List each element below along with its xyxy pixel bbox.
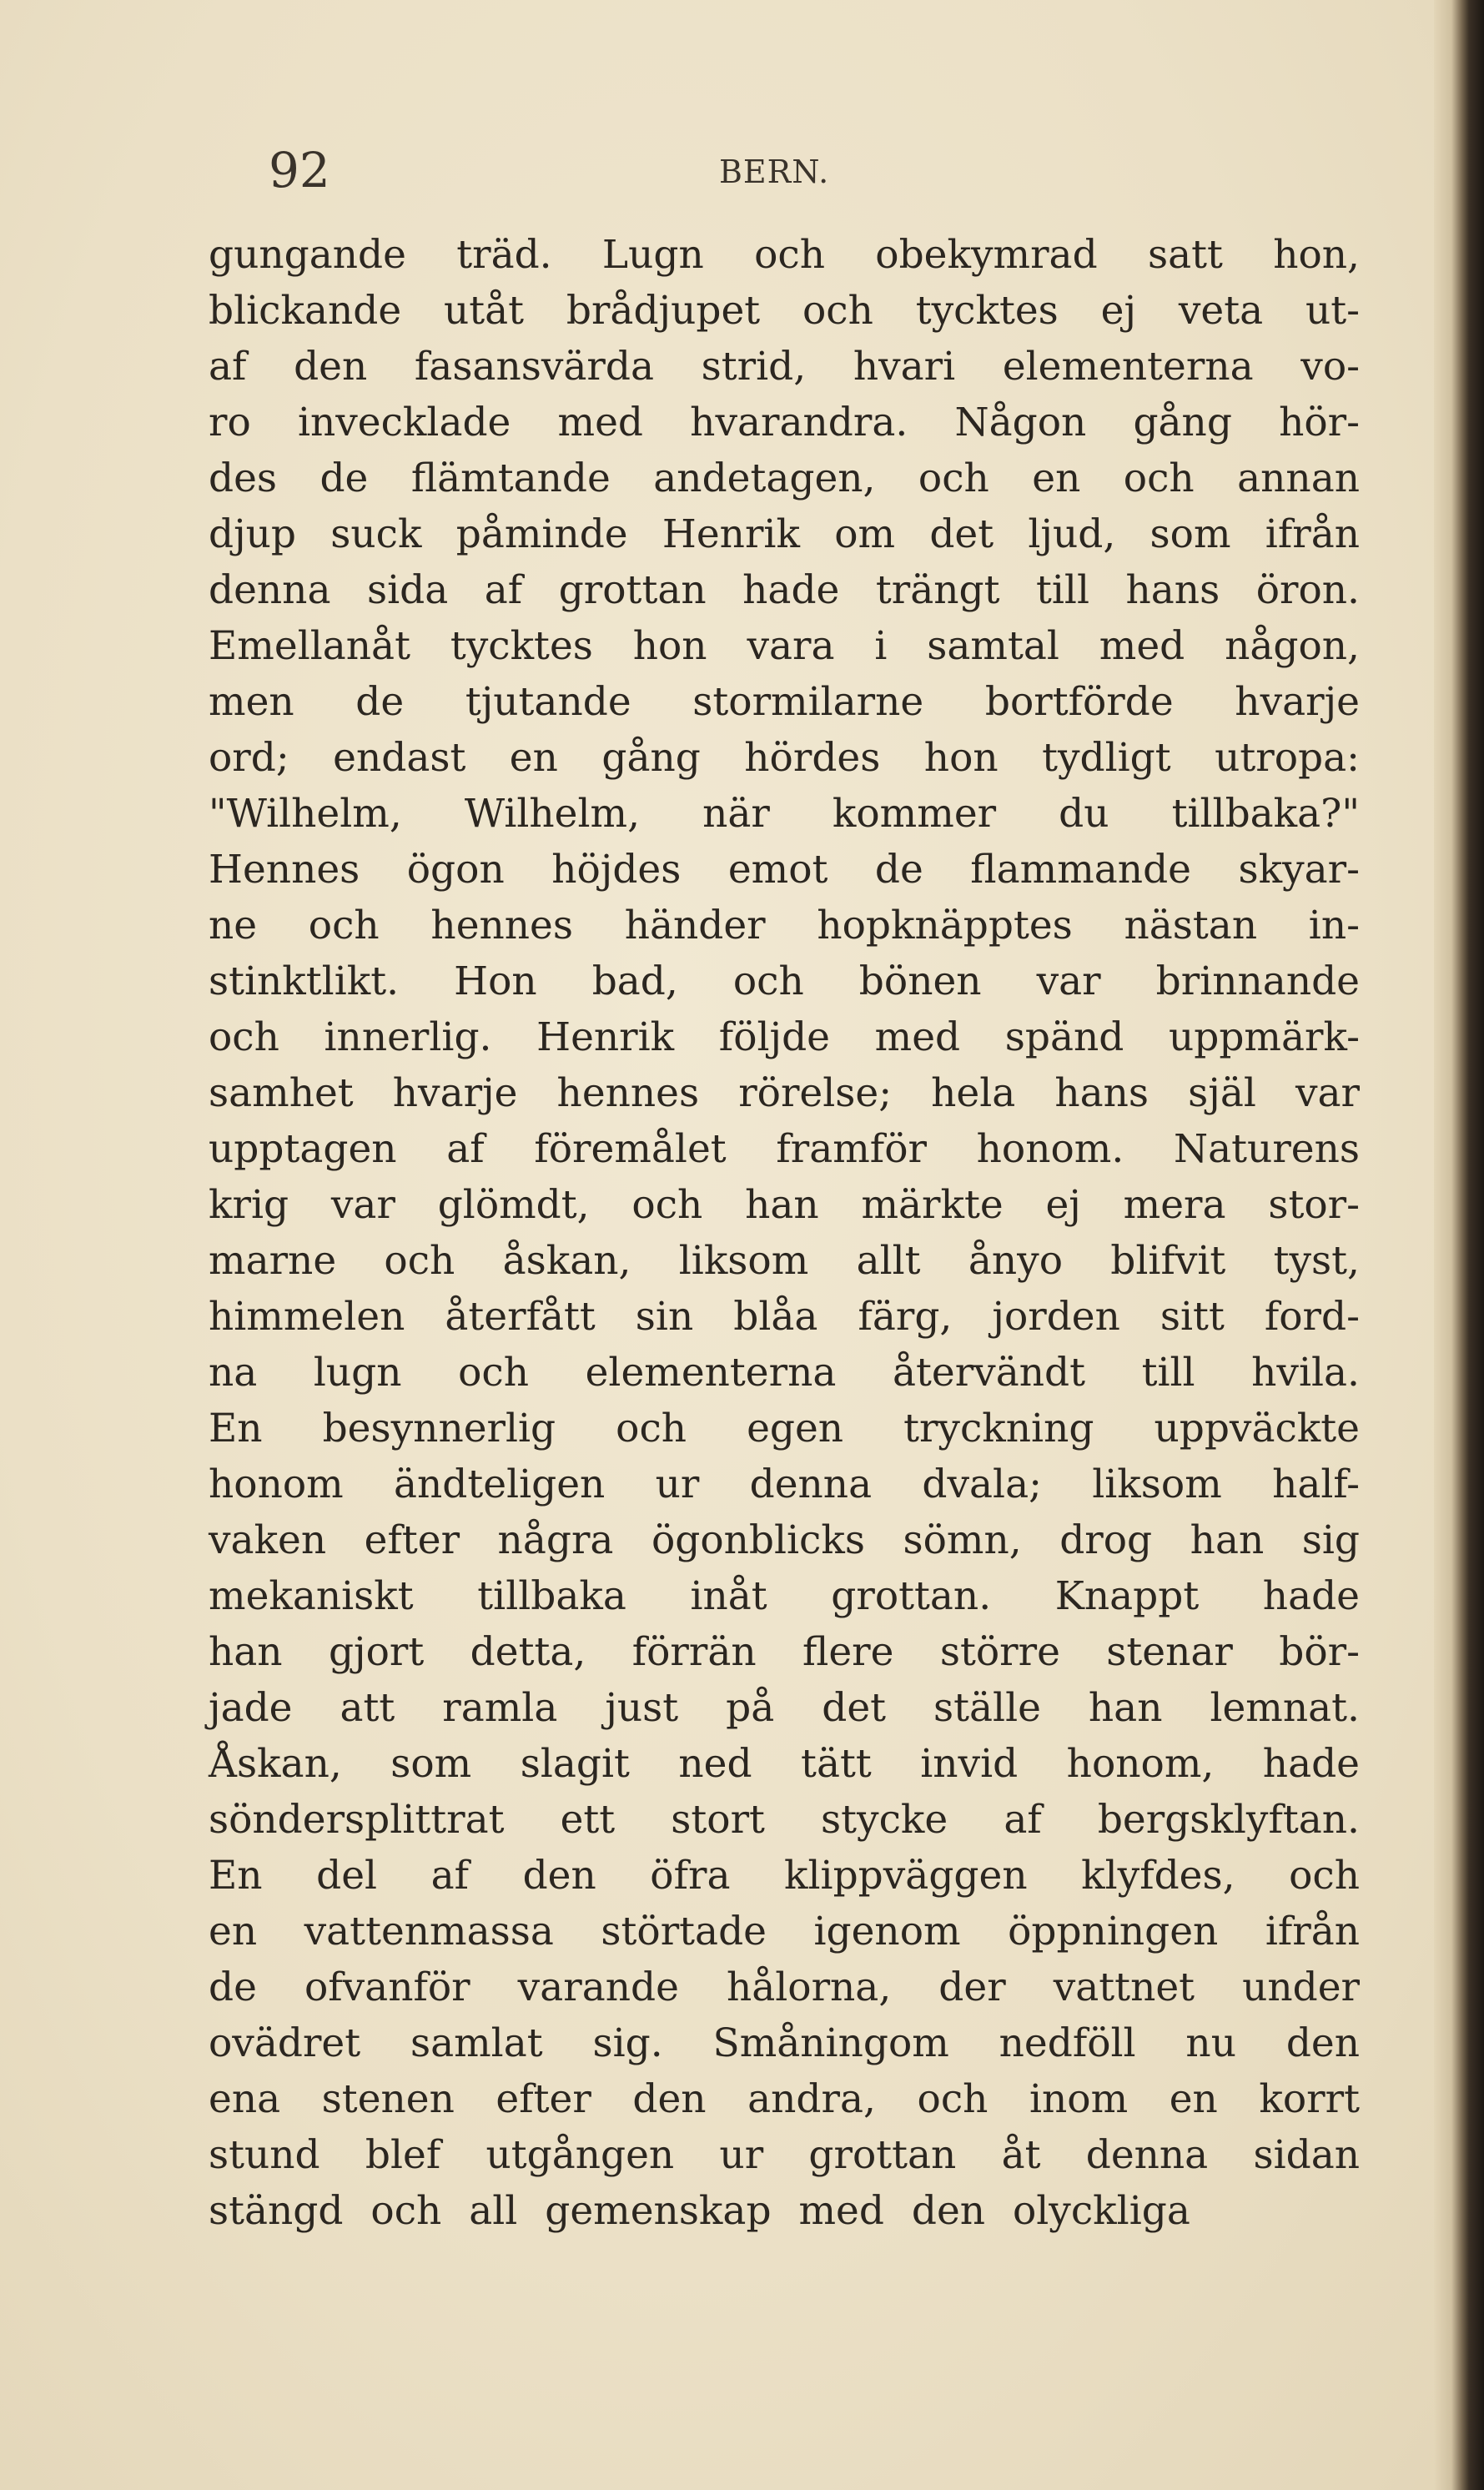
text-line: honom ändteligen ur denna dvala; liksom half- <box>209 1461 1360 1507</box>
text-line: ro invecklade med hvarandra. Någon gång hör- <box>209 400 1360 445</box>
text-line: men de tjutande stormilarne bortförde hvarje <box>209 679 1360 725</box>
text-line: djup suck påminde Henrik om det ljud, som ifrån <box>209 511 1360 557</box>
text-line: ena stenen efter den andra, och inom en korrt <box>209 2076 1360 2122</box>
text-line: Emellanåt tycktes hon vara i samtal med någon, <box>209 623 1360 669</box>
text-line: ne och hennes händer hopknäpptes nästan in- <box>209 903 1360 948</box>
text-line: En del af den öfra klippväggen klyfdes, och <box>209 1853 1360 1899</box>
text-line: krig var glömdt, och han märkte ej mera stor- <box>209 1182 1360 1228</box>
body-text <box>209 227 1360 2239</box>
text-line: himmelen återfått sin blåa färg, jorden sitt ford- <box>209 1294 1360 1340</box>
text-line: Åskan, som slagit ned tätt invid honom, hade <box>209 1741 1360 1787</box>
text-line: af den fasansvärda strid, hvari elementerna vo- <box>209 344 1360 390</box>
text-line: söndersplittrat ett stort stycke af bergsklyftan. <box>209 1797 1360 1843</box>
text-line: vaken efter några ögonblicks sömn, drog han sig <box>209 1517 1360 1563</box>
text-line: och innerlig. Henrik följde med spänd uppmärk- <box>209 1014 1360 1060</box>
text-line: "Wilhelm, Wilhelm, när kommer du tillbaka?" <box>209 791 1360 837</box>
text-line: denna sida af grottan hade trängt till hans öron. <box>209 567 1360 613</box>
text-line: en vattenmassa störtade igenom öppningen ifrån <box>209 1909 1360 1954</box>
page-edge-shadow <box>1434 0 1484 2490</box>
text-line: Hennes ögon höjdes emot de flammande skyar- <box>209 847 1360 893</box>
text-line: ovädret samlat sig. Småningom nedföll nu den <box>209 2020 1360 2066</box>
text-line: mekaniskt tillbaka inåt grottan. Knappt hade <box>209 1573 1360 1619</box>
page-number: 92 <box>269 142 330 199</box>
text-line: En besynnerlig och egen tryckning uppväckte <box>209 1406 1360 1451</box>
text-line: de ofvanför varande hålorna, der vattnet under <box>209 1964 1360 2010</box>
text-line: jade att ramla just på det ställe han lemnat. <box>209 1685 1360 1731</box>
text-line: stängd och all gemenskap med den olyckliga <box>209 2188 1190 2234</box>
text-line: stinktlikt. Hon bad, och bönen var brinnande <box>209 958 1360 1004</box>
text-line: upptagen af föremålet framför honom. Naturens <box>209 1126 1360 1172</box>
text-line: samhet hvarje hennes rörelse; hela hans själ var <box>209 1070 1360 1116</box>
text-line: han gjort detta, förrän flere större stenar bör- <box>209 1629 1360 1675</box>
text-line: gungande träd. Lugn och obekymrad satt hon, <box>209 232 1360 278</box>
text-line: stund blef utgången ur grottan åt denna sidan <box>209 2132 1360 2178</box>
text-line: blickande utåt brådjupet och tycktes ej veta ut- <box>209 288 1360 334</box>
text-line: ord; endast en gång hördes hon tydligt utropa: <box>209 735 1360 781</box>
text-line: marne och åskan, liksom allt ånyo blifvit tyst, <box>209 1238 1360 1284</box>
text-line: des de flämtande andetagen, och en och annan <box>209 455 1360 501</box>
text-line: na lugn och elementerna återvändt till hvila. <box>209 1350 1360 1396</box>
page-header <box>269 142 1019 209</box>
running-head: BERN. <box>719 153 830 190</box>
